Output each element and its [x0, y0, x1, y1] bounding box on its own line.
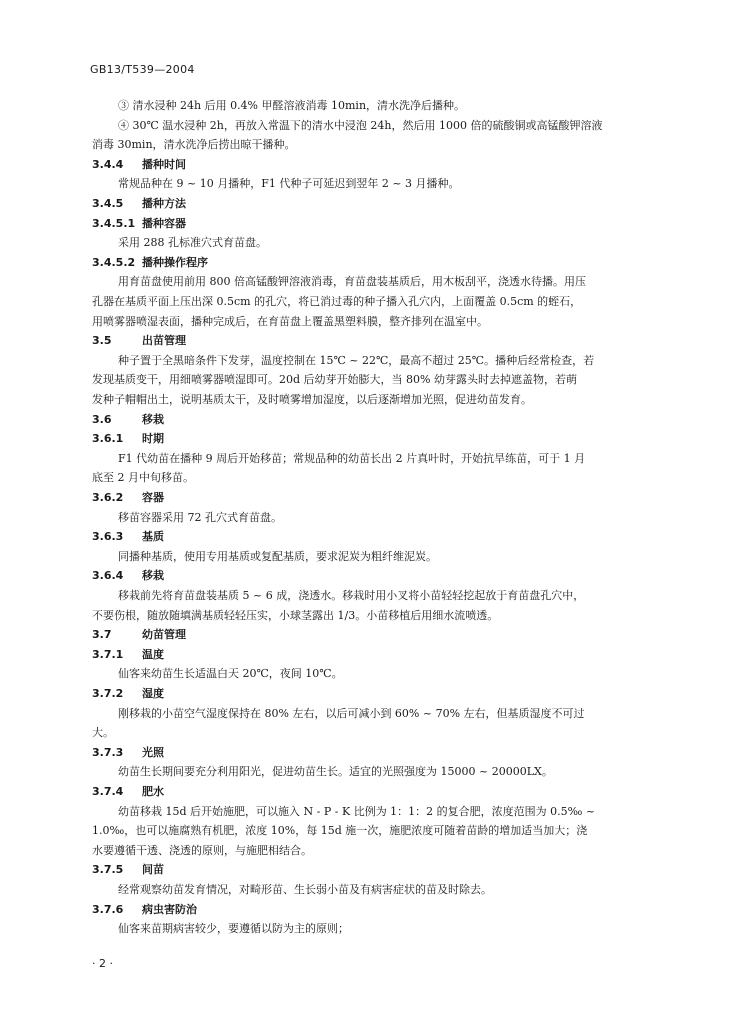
section-heading — [92, 491, 164, 505]
section-title: 光照 — [142, 745, 164, 759]
section-number: 3.7 — [92, 628, 112, 642]
section-title: 播种时间 — [142, 157, 186, 171]
section-title: 间苗 — [142, 863, 164, 877]
section-title: 容器 — [142, 491, 164, 504]
section-title: 移栽 — [142, 569, 164, 583]
section-number: 3.7.6 — [92, 902, 124, 916]
section-title: 时期 — [142, 432, 164, 446]
section-heading — [92, 746, 164, 760]
section-heading — [92, 432, 164, 446]
paragraph-line: F1 代幼苗在播种 9 周后开始移苗；常规品种的幼苗长出 2 片真叶时，开始抗旱练苗，可于 1 月 — [118, 451, 586, 465]
section-title: 幼苗管理 — [142, 628, 186, 642]
section-title: 病虫害防治 — [142, 902, 197, 916]
paragraph-line: 常规品种在 9 ~ 10 月播种，F1 代种子可延迟到翌年 2 ~ 3 月播种。 — [118, 177, 460, 191]
paragraph-continuation-line: 大。 — [92, 726, 114, 740]
section-heading — [92, 628, 186, 642]
section-heading — [92, 217, 186, 231]
section-heading — [92, 158, 186, 172]
section-title: 移栽 — [142, 412, 164, 426]
section-heading — [92, 334, 186, 348]
paragraph-continuation-line: 发现基质变干，用细喷雾器喷湿即可。20d 后幼芽开始膨大，当 80% 幼芽露头时去掉遮盖物，若萌 — [92, 373, 577, 387]
paragraph-line: 用育苗盘使用前用 800 倍高锰酸钾溶液消毒，育苗盘装基质后，用木板刮平，浇透水待播。用压 — [118, 275, 586, 289]
section-number: 3.4.5.1 — [92, 216, 136, 230]
section-heading — [92, 648, 164, 662]
section-title: 湿度 — [142, 687, 164, 700]
section-number: 3.4.5 — [92, 197, 124, 210]
section-heading — [92, 256, 208, 270]
paragraph-line: 幼苗生长期间要充分利用阳光，促进幼苗生长。适宜的光照强度为 15000 ~ 20000LX。 — [118, 765, 553, 779]
section-heading — [92, 863, 164, 877]
section-number: 3.6.2 — [92, 491, 124, 504]
standard-code-header: GB13/T539—2004 — [90, 63, 195, 76]
paragraph-continuation-line: 1.0‰，也可以施腐熟有机肥，浓度 10%，每 15d 施一次，施肥浓度可随着苗龄的增加适当加大；浇 — [92, 824, 588, 838]
paragraph-line: 仙客来苗期病害较少，要遵循以防为主的原则； — [118, 922, 349, 936]
paragraph-line: 种子置于全黑暗条件下发芽，温度控制在 15℃ ~ 22℃，最高不超过 25℃。播种后经常检查，若 — [118, 353, 595, 367]
paragraph-line: 采用 288 孔标准穴式育苗盘。 — [118, 236, 267, 250]
section-heading — [92, 903, 197, 917]
section-heading — [92, 413, 164, 427]
section-number: 3.7.1 — [92, 647, 124, 661]
section-number: 3.5 — [92, 334, 112, 348]
paragraph-continuation-line: 孔器在基质平面上压出深 0.5cm 的孔穴，将已消过毒的种子播入孔穴内，上面覆盖 0.5cm 的蛭石， — [92, 295, 582, 308]
paragraph-continuation-line: 水要遵循干透、浇透的原则，与施肥相结合。 — [92, 843, 312, 857]
section-title: 播种容器 — [142, 216, 186, 230]
paragraph-line: 刚移栽的小苗空气湿度保持在 80% 左右，以后可减小到 60% ~ 70% 左右，但基质湿度不可过 — [118, 706, 585, 720]
section-heading — [92, 785, 164, 799]
section-title: 出苗管理 — [142, 334, 186, 348]
section-number: 3.6.1 — [92, 432, 124, 446]
section-number: 3.4.5.2 — [92, 255, 136, 269]
section-number: 3.6 — [92, 412, 112, 426]
paragraph-line: 幼苗移栽 15d 后开始施肥，可以施入 N - P - K 比例为 1：1：2 的复合肥，浓度范围为 0.5‰ ~ — [118, 804, 596, 818]
section-heading — [92, 197, 186, 211]
section-title: 肥水 — [142, 785, 164, 798]
section-heading — [92, 569, 164, 583]
section-title: 基质 — [142, 530, 164, 544]
paragraph-line: 移栽前先将育苗盘装基质 5 ~ 6 成，浇透水。移栽时用小叉将小苗轻轻挖起放于育苗盘孔穴中， — [118, 589, 585, 602]
section-heading — [92, 530, 164, 544]
paragraph-continuation-line: 发种子帽帽出土，说明基质太干，及时喷雾增加湿度，以后逐渐增加光照，促进幼苗发育。 — [92, 393, 532, 406]
section-number: 3.7.2 — [92, 687, 124, 700]
paragraph-continuation-line: 消毒 30min，清水洗净后捞出晾干播种。 — [92, 138, 296, 152]
section-number: 3.4.4 — [92, 157, 124, 171]
section-heading — [92, 687, 164, 701]
paragraph-line: 经常观察幼苗发育情况，对畸形苗、生长弱小苗及有病害症状的苗及时除去。 — [118, 883, 492, 896]
section-number: 3.7.5 — [92, 863, 124, 877]
section-number: 3.6.3 — [92, 530, 124, 544]
section-number: 3.7.4 — [92, 785, 124, 798]
paragraph-continuation-line: 不要伤根，随放随填满基质轻轻压实，小球茎露出 1/3。小苗移植后用细水流喷透。 — [92, 608, 499, 622]
paragraph-line: 移苗容器采用 72 孔穴式育苗盘。 — [118, 510, 282, 524]
section-title: 播种操作程序 — [142, 255, 208, 269]
paragraph-line: 仙客来幼苗生长适温白天 20℃，夜间 10℃。 — [118, 667, 343, 681]
section-number: 3.7.3 — [92, 745, 124, 759]
paragraph-line: ④ 30℃ 温水浸种 2h，再放入常温下的清水中浸泡 24h，然后用 1000 倍的硫酸铜或高锰酸钾溶液 — [118, 118, 603, 132]
paragraph-line: 同播种基质，使用专用基质或复配基质，要求泥炭为粗纤维泥炭。 — [118, 549, 437, 563]
paragraph-line: ③ 清水浸种 24h 后用 0.4% 甲醛溶液消毒 10min，清水洗净后播种。 — [118, 99, 466, 112]
page-number: · 2 · — [92, 957, 113, 970]
paragraph-continuation-line: 用喷雾器喷湿表面，播种完成后，在育苗盘上覆盖黑塑料膜，整齐排列在温室中。 — [92, 314, 488, 328]
section-title: 播种方法 — [142, 197, 186, 210]
paragraph-continuation-line: 底至 2 月中旬移苗。 — [92, 471, 194, 485]
section-title: 温度 — [142, 647, 164, 661]
section-number: 3.6.4 — [92, 569, 124, 583]
